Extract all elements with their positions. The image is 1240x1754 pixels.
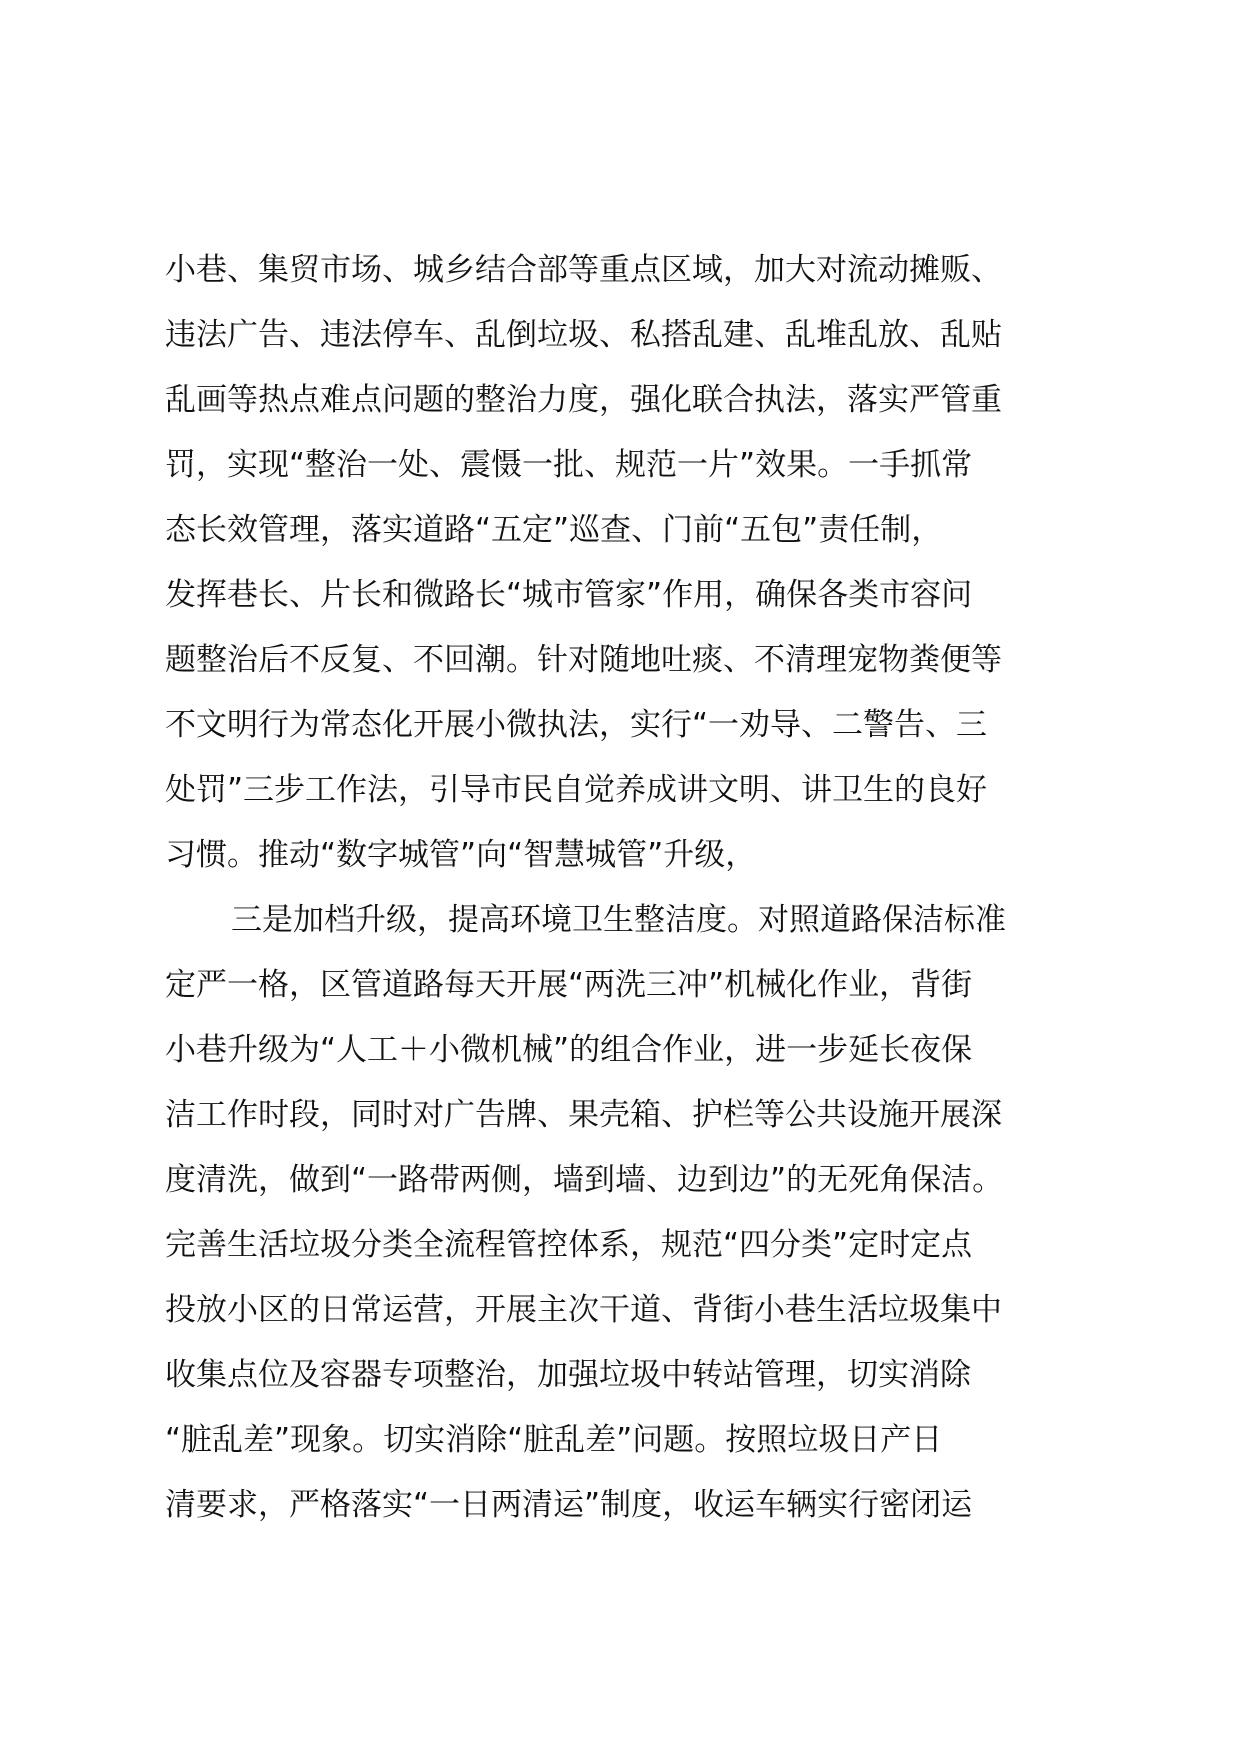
text-line: 发挥巷长、片长和微路长“城市管家”作用，确保各类市容问 bbox=[165, 577, 973, 613]
text-line: 小巷、集贸市场、城乡结合部等重点区域，加大对流动摊贩、 bbox=[165, 252, 1002, 288]
text-line: 收集点位及容器专项整治，加强垃圾中转站管理，切实消除 bbox=[165, 1357, 971, 1393]
text-line: 完善生活垃圾分类全流程管控体系，规范“四分类”定时定点 bbox=[165, 1227, 973, 1263]
text-line: 违法广告、违法停车、乱倒垃圾、私搭乱建、乱堆乱放、乱贴 bbox=[165, 317, 1002, 353]
text-line: 习惯。推动“数字城管”向“智慧城管”升级， bbox=[165, 837, 757, 873]
text-line: 清要求，严格落实“一日两清运”制度，收运车辆实行密闭运 bbox=[165, 1487, 973, 1523]
text-line: 定严一格，区管道路每天开展“两洗三冲”机械化作业，背街 bbox=[165, 967, 973, 1003]
text-line: 小巷升级为“人工＋小微机械”的组合作业，进一步延长夜保 bbox=[165, 1032, 973, 1068]
text-line: 不文明行为常态化开展小微执法，实行“一劝导、二警告、三 bbox=[165, 707, 988, 743]
text-line: 题整治后不反复、不回潮。针对随地吐痰、不清理宠物粪便等 bbox=[165, 642, 1002, 678]
text-line: 投放小区的日常运营，开展主次干道、背街小巷生活垃圾集中 bbox=[165, 1292, 1002, 1328]
text-line: 度清洗，做到“一路带两侧，墙到墙、边到边”的无死角保洁。 bbox=[165, 1162, 1004, 1198]
text-line: 罚，实现“整治一处、震慑一批、规范一片”效果。一手抓常 bbox=[165, 447, 973, 483]
paragraph-start-line: 三是加档升级，提高环境卫生整洁度。对照道路保洁标准 bbox=[231, 902, 1006, 938]
text-line: 洁工作时段，同时对广告牌、果壳箱、护栏等公共设施开展深 bbox=[165, 1097, 1002, 1133]
text-line: 处罚”三步工作法，引导市民自觉养成讲文明、讲卫生的良好 bbox=[165, 772, 988, 808]
text-line: “脏乱差”现象。切实消除“脏乱差”问题。按照垃圾日产日 bbox=[165, 1422, 943, 1458]
text-line: 态长效管理，落实道路“五定”巡查、门前“五包”责任制， bbox=[165, 512, 943, 548]
document-body bbox=[165, 238, 1095, 1538]
text-line: 乱画等热点难点问题的整治力度，强化联合执法，落实严管重 bbox=[165, 382, 1002, 418]
